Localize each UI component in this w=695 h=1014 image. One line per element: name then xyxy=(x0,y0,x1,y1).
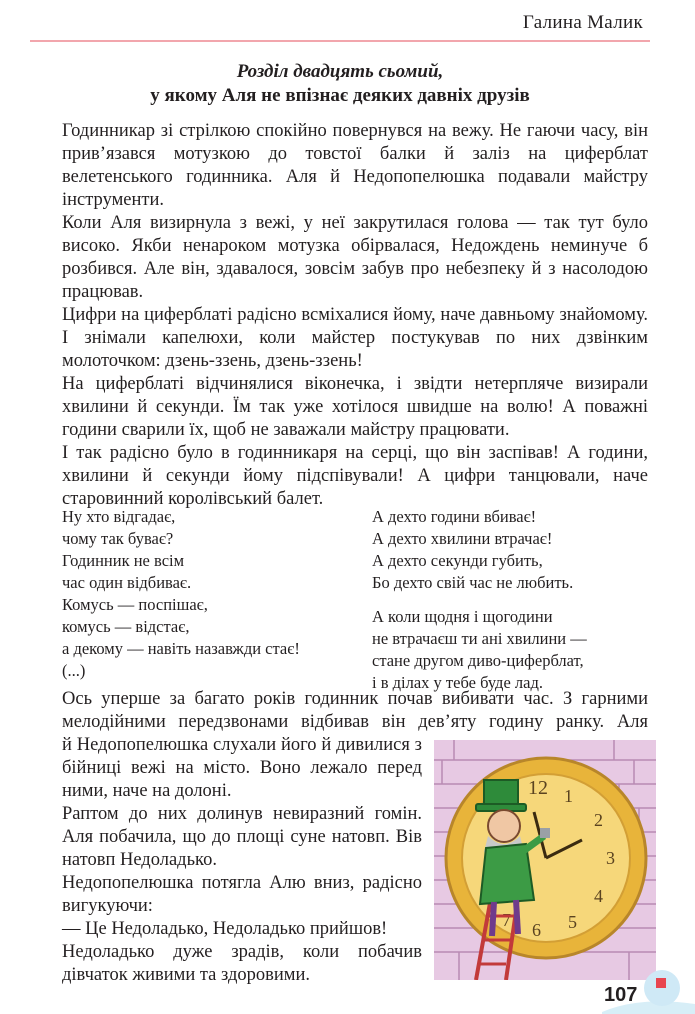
poem-line: час один відбиває. xyxy=(62,573,192,592)
svg-text:4: 4 xyxy=(594,886,603,906)
svg-text:6: 6 xyxy=(532,920,541,940)
poem-line: Бо дехто свій час не любить. xyxy=(372,573,574,592)
paragraph: Раптом до них долинув невиразний гомін. Аля побачила, що до площі суне натовп. Вів натовп Недоладько. xyxy=(62,804,422,870)
chapter-title-line-1: Розділ двадцять сьомий, xyxy=(236,61,444,82)
svg-text:2: 2 xyxy=(594,810,603,830)
clockmaker-illustration xyxy=(434,740,656,980)
poem-line: чому так буває? xyxy=(62,529,174,548)
poem-stanza xyxy=(372,506,662,594)
svg-text:7: 7 xyxy=(502,910,511,930)
paragraph: Коли Аля визирнула з вежі, у неї закрутилася голова — так тут було високо. Якби ненароком мотузка обірвалася, Недождень неминуче б розбився. Але він, здавалося, зовсім забув про небезпеку й з насолодою працював. xyxy=(62,213,648,302)
poem-line: а декому — навіть назавжди стає! xyxy=(62,639,300,658)
svg-text:12: 12 xyxy=(528,777,548,799)
poem-line: А дехто хвилини втрачає! xyxy=(372,529,553,548)
svg-text:3: 3 xyxy=(606,848,615,868)
lower-text-full xyxy=(62,688,648,734)
poem-line: і в ділах у тебе буде лад. xyxy=(372,673,543,692)
poem-line: А дехто години вбиває! xyxy=(372,507,537,526)
main-text xyxy=(62,120,648,511)
poem-left-column xyxy=(62,506,362,682)
paragraph: — Це Недоладько, Недоладько прийшов! xyxy=(62,919,388,939)
svg-text:1: 1 xyxy=(564,786,573,806)
poem-line: стане другом диво-циферблат, xyxy=(372,651,584,670)
lower-text-narrow xyxy=(62,734,422,987)
paragraph: Годинникар зі стрілкою спокійно повернувся на вежу. Не гаючи часу, він прив’язався мотузкою до товстої балки й заліз на циферблат велетенського годинника. Аля й Недопопелюшка подавали майстру інструменти. xyxy=(62,121,648,210)
paragraph: Ось уперше за багато років годинник почав вибивати час. З гарними мелодійними передзвонами відбивав він дев’яту годину ранку. Аля xyxy=(62,689,648,732)
paragraph: Цифри на циферблаті радісно всміхалися йому, наче давньому знайомому. І знімали капелюхи, коли майстер постукував по них дзвінким молоточком: дзень-ззень, дзень-ззень! xyxy=(62,305,648,371)
poem-line: Комусь — поспішає, xyxy=(62,595,208,614)
paragraph: Недопопелюшка потягла Алю вниз, радісно вигукуючи: xyxy=(62,873,422,916)
poem-line: не втрачаєш ти ані хвилини — xyxy=(372,629,587,648)
poem-stanza xyxy=(372,606,662,694)
poem-line: Годинник не всім xyxy=(62,551,185,570)
paragraph: На циферблаті відчинялися віконечка, і звідти нетерпляче визирали хвилини й секунди. Їм так уже хотілося швидше на волю! А поважні години сварили їх, щоб не заважали майстру працювати. xyxy=(62,374,648,440)
page-number: 107 xyxy=(604,984,638,1006)
poem-line: Ну хто відгадає, xyxy=(62,507,176,526)
running-header-author: Галина Малик xyxy=(522,12,643,33)
paragraph: Недоладько дуже зрадів, коли побачив дівчаток живими та здоровими. xyxy=(62,942,422,985)
poem-line: А дехто секунди губить, xyxy=(372,551,543,570)
paragraph: І так радісно було в годинникаря на серці, що він заспівав! А години, хвилини й секунди йому підспівували! А цифри танцювали, наче старовинний королівський балет. xyxy=(62,443,648,509)
poem-line: комусь — відстає, xyxy=(62,617,190,636)
poem-right-column xyxy=(372,506,662,694)
clock-face xyxy=(446,758,646,958)
poem-line: (...) xyxy=(62,661,86,680)
svg-text:5: 5 xyxy=(568,912,577,932)
chapter-title xyxy=(30,60,650,108)
chapter-title-line-2: у якому Аля не впізнає деяких давніх друзів xyxy=(150,85,530,106)
poem-line: А коли щодня і щогодини xyxy=(372,607,553,626)
header-rule xyxy=(30,40,650,42)
paragraph: й Недопопелюшка слухали його й дивилися з бійниці вежі на місто. Воно лежало перед ними, наче на долоні. xyxy=(62,735,422,801)
